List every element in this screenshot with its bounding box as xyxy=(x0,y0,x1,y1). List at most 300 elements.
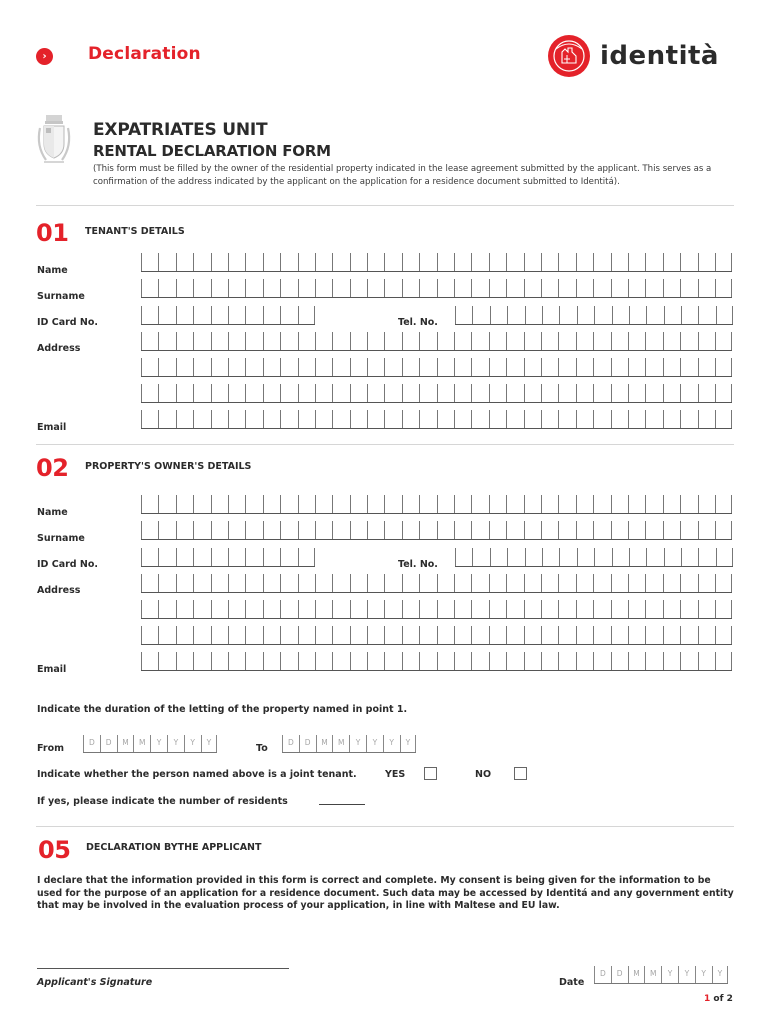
character-cell[interactable] xyxy=(245,600,262,618)
date-cell[interactable]: Y xyxy=(400,735,417,752)
owner-address-field-line-3[interactable] xyxy=(141,626,732,645)
character-cell[interactable] xyxy=(176,548,193,566)
character-cell[interactable] xyxy=(280,495,297,513)
character-cell[interactable] xyxy=(611,626,628,644)
character-cell[interactable] xyxy=(228,332,245,350)
character-cell[interactable] xyxy=(419,495,436,513)
character-cell[interactable] xyxy=(558,574,575,592)
character-cell[interactable] xyxy=(663,652,680,670)
character-cell[interactable] xyxy=(715,521,732,539)
character-cell[interactable] xyxy=(419,626,436,644)
date-cell[interactable]: M xyxy=(644,966,661,983)
character-cell[interactable] xyxy=(158,600,175,618)
character-cell[interactable] xyxy=(193,253,210,271)
signature-field[interactable] xyxy=(37,968,289,969)
character-cell[interactable] xyxy=(158,574,175,592)
character-cell[interactable] xyxy=(611,410,628,428)
character-cell[interactable] xyxy=(716,548,733,566)
character-cell[interactable] xyxy=(228,626,245,644)
character-cell[interactable] xyxy=(193,306,210,324)
character-cell[interactable] xyxy=(228,495,245,513)
character-cell[interactable] xyxy=(489,358,506,376)
date-cell[interactable]: D xyxy=(100,735,117,752)
character-cell[interactable] xyxy=(593,574,610,592)
character-cell[interactable] xyxy=(593,332,610,350)
character-cell[interactable] xyxy=(628,384,645,402)
character-cell[interactable] xyxy=(384,574,401,592)
character-cell[interactable] xyxy=(471,652,488,670)
character-cell[interactable] xyxy=(228,306,245,324)
character-cell[interactable] xyxy=(454,521,471,539)
character-cell[interactable] xyxy=(681,548,698,566)
character-cell[interactable] xyxy=(315,410,332,428)
character-cell[interactable] xyxy=(558,495,575,513)
character-cell[interactable] xyxy=(245,521,262,539)
character-cell[interactable] xyxy=(367,600,384,618)
character-cell[interactable] xyxy=(541,253,558,271)
character-cell[interactable] xyxy=(524,521,541,539)
character-cell[interactable] xyxy=(384,332,401,350)
character-cell[interactable] xyxy=(593,521,610,539)
tenant-id-card-field[interactable] xyxy=(141,306,315,325)
character-cell[interactable] xyxy=(141,600,158,618)
character-cell[interactable] xyxy=(350,626,367,644)
character-cell[interactable] xyxy=(193,495,210,513)
character-cell[interactable] xyxy=(419,384,436,402)
character-cell[interactable] xyxy=(489,410,506,428)
character-cell[interactable] xyxy=(471,495,488,513)
date-cell[interactable]: D xyxy=(83,735,100,752)
character-cell[interactable] xyxy=(611,384,628,402)
character-cell[interactable] xyxy=(263,600,280,618)
character-cell[interactable] xyxy=(402,574,419,592)
character-cell[interactable] xyxy=(141,521,158,539)
character-cell[interactable] xyxy=(350,521,367,539)
character-cell[interactable] xyxy=(471,574,488,592)
character-cell[interactable] xyxy=(612,548,629,566)
character-cell[interactable] xyxy=(524,279,541,297)
character-cell[interactable] xyxy=(228,548,245,566)
character-cell[interactable] xyxy=(263,652,280,670)
character-cell[interactable] xyxy=(471,358,488,376)
character-cell[interactable] xyxy=(350,279,367,297)
character-cell[interactable] xyxy=(715,358,732,376)
character-cell[interactable] xyxy=(541,600,558,618)
character-cell[interactable] xyxy=(176,521,193,539)
character-cell[interactable] xyxy=(419,652,436,670)
character-cell[interactable] xyxy=(454,574,471,592)
character-cell[interactable] xyxy=(576,626,593,644)
character-cell[interactable] xyxy=(524,384,541,402)
character-cell[interactable] xyxy=(645,521,662,539)
character-cell[interactable] xyxy=(593,253,610,271)
character-cell[interactable] xyxy=(402,626,419,644)
character-cell[interactable] xyxy=(211,384,228,402)
character-cell[interactable] xyxy=(663,521,680,539)
character-cell[interactable] xyxy=(680,358,697,376)
owner-tel-field[interactable] xyxy=(455,548,733,567)
date-cell[interactable]: M xyxy=(316,735,333,752)
character-cell[interactable] xyxy=(645,358,662,376)
character-cell[interactable] xyxy=(645,600,662,618)
signature-date-field[interactable] xyxy=(594,966,728,984)
character-cell[interactable] xyxy=(367,652,384,670)
character-cell[interactable] xyxy=(211,410,228,428)
date-cell[interactable]: M xyxy=(332,735,349,752)
character-cell[interactable] xyxy=(593,358,610,376)
character-cell[interactable] xyxy=(663,410,680,428)
character-cell[interactable] xyxy=(193,548,210,566)
character-cell[interactable] xyxy=(315,626,332,644)
character-cell[interactable] xyxy=(629,548,646,566)
owner-address-field-line-2[interactable] xyxy=(141,600,732,619)
character-cell[interactable] xyxy=(698,410,715,428)
character-cell[interactable] xyxy=(298,279,315,297)
character-cell[interactable] xyxy=(298,495,315,513)
character-cell[interactable] xyxy=(263,358,280,376)
character-cell[interactable] xyxy=(437,410,454,428)
tenant-surname-field[interactable] xyxy=(141,279,732,298)
character-cell[interactable] xyxy=(680,410,697,428)
character-cell[interactable] xyxy=(489,521,506,539)
character-cell[interactable] xyxy=(176,384,193,402)
character-cell[interactable] xyxy=(645,253,662,271)
date-cell[interactable]: M xyxy=(628,966,645,983)
character-cell[interactable] xyxy=(506,495,523,513)
character-cell[interactable] xyxy=(645,332,662,350)
character-cell[interactable] xyxy=(158,652,175,670)
character-cell[interactable] xyxy=(611,652,628,670)
character-cell[interactable] xyxy=(715,574,732,592)
character-cell[interactable] xyxy=(541,358,558,376)
character-cell[interactable] xyxy=(593,279,610,297)
character-cell[interactable] xyxy=(437,574,454,592)
character-cell[interactable] xyxy=(628,626,645,644)
character-cell[interactable] xyxy=(698,548,715,566)
owner-name-field[interactable] xyxy=(141,495,732,514)
character-cell[interactable] xyxy=(506,332,523,350)
character-cell[interactable] xyxy=(629,306,646,324)
character-cell[interactable] xyxy=(332,574,349,592)
date-cell[interactable]: Y xyxy=(661,966,678,983)
character-cell[interactable] xyxy=(680,384,697,402)
character-cell[interactable] xyxy=(245,574,262,592)
character-cell[interactable] xyxy=(680,495,697,513)
character-cell[interactable] xyxy=(263,574,280,592)
character-cell[interactable] xyxy=(263,521,280,539)
character-cell[interactable] xyxy=(402,332,419,350)
character-cell[interactable] xyxy=(193,600,210,618)
character-cell[interactable] xyxy=(698,600,715,618)
character-cell[interactable] xyxy=(211,332,228,350)
character-cell[interactable] xyxy=(384,279,401,297)
character-cell[interactable] xyxy=(315,521,332,539)
date-cell[interactable]: Y xyxy=(349,735,366,752)
character-cell[interactable] xyxy=(245,548,262,566)
character-cell[interactable] xyxy=(437,652,454,670)
character-cell[interactable] xyxy=(176,600,193,618)
character-cell[interactable] xyxy=(698,358,715,376)
tenant-address-field-line-1[interactable] xyxy=(141,332,732,351)
character-cell[interactable] xyxy=(715,279,732,297)
character-cell[interactable] xyxy=(245,253,262,271)
character-cell[interactable] xyxy=(506,410,523,428)
character-cell[interactable] xyxy=(402,495,419,513)
character-cell[interactable] xyxy=(680,652,697,670)
character-cell[interactable] xyxy=(437,521,454,539)
character-cell[interactable] xyxy=(681,306,698,324)
date-cell[interactable]: Y xyxy=(150,735,167,752)
character-cell[interactable] xyxy=(158,332,175,350)
character-cell[interactable] xyxy=(141,332,158,350)
character-cell[interactable] xyxy=(645,626,662,644)
character-cell[interactable] xyxy=(489,384,506,402)
character-cell[interactable] xyxy=(541,495,558,513)
character-cell[interactable] xyxy=(437,626,454,644)
character-cell[interactable] xyxy=(315,358,332,376)
character-cell[interactable] xyxy=(350,358,367,376)
character-cell[interactable] xyxy=(384,253,401,271)
character-cell[interactable] xyxy=(646,306,663,324)
character-cell[interactable] xyxy=(437,253,454,271)
character-cell[interactable] xyxy=(141,626,158,644)
character-cell[interactable] xyxy=(332,358,349,376)
character-cell[interactable] xyxy=(471,332,488,350)
character-cell[interactable] xyxy=(141,306,158,324)
character-cell[interactable] xyxy=(245,358,262,376)
character-cell[interactable] xyxy=(280,410,297,428)
character-cell[interactable] xyxy=(193,279,210,297)
character-cell[interactable] xyxy=(471,600,488,618)
character-cell[interactable] xyxy=(663,253,680,271)
character-cell[interactable] xyxy=(280,626,297,644)
character-cell[interactable] xyxy=(193,384,210,402)
character-cell[interactable] xyxy=(228,410,245,428)
character-cell[interactable] xyxy=(419,253,436,271)
character-cell[interactable] xyxy=(228,652,245,670)
character-cell[interactable] xyxy=(698,384,715,402)
character-cell[interactable] xyxy=(542,548,559,566)
character-cell[interactable] xyxy=(350,652,367,670)
character-cell[interactable] xyxy=(698,574,715,592)
character-cell[interactable] xyxy=(454,600,471,618)
character-cell[interactable] xyxy=(558,410,575,428)
character-cell[interactable] xyxy=(645,495,662,513)
character-cell[interactable] xyxy=(263,279,280,297)
character-cell[interactable] xyxy=(664,306,681,324)
character-cell[interactable] xyxy=(141,495,158,513)
character-cell[interactable] xyxy=(245,495,262,513)
character-cell[interactable] xyxy=(176,652,193,670)
character-cell[interactable] xyxy=(645,279,662,297)
character-cell[interactable] xyxy=(506,358,523,376)
character-cell[interactable] xyxy=(158,279,175,297)
joint-tenant-yes-checkbox[interactable] xyxy=(424,767,437,780)
date-cell[interactable]: Y xyxy=(695,966,712,983)
character-cell[interactable] xyxy=(298,358,315,376)
tenant-tel-field[interactable] xyxy=(455,306,733,325)
character-cell[interactable] xyxy=(576,495,593,513)
character-cell[interactable] xyxy=(593,600,610,618)
tenant-address-field-line-2[interactable] xyxy=(141,358,732,377)
character-cell[interactable] xyxy=(437,495,454,513)
character-cell[interactable] xyxy=(211,626,228,644)
character-cell[interactable] xyxy=(663,600,680,618)
character-cell[interactable] xyxy=(559,306,576,324)
character-cell[interactable] xyxy=(280,384,297,402)
character-cell[interactable] xyxy=(541,279,558,297)
character-cell[interactable] xyxy=(454,384,471,402)
character-cell[interactable] xyxy=(524,600,541,618)
character-cell[interactable] xyxy=(350,332,367,350)
character-cell[interactable] xyxy=(367,332,384,350)
character-cell[interactable] xyxy=(490,548,507,566)
character-cell[interactable] xyxy=(541,652,558,670)
character-cell[interactable] xyxy=(611,495,628,513)
character-cell[interactable] xyxy=(558,253,575,271)
character-cell[interactable] xyxy=(472,548,489,566)
character-cell[interactable] xyxy=(576,574,593,592)
character-cell[interactable] xyxy=(158,626,175,644)
character-cell[interactable] xyxy=(489,279,506,297)
tenant-address-field-line-3[interactable] xyxy=(141,384,732,403)
character-cell[interactable] xyxy=(211,279,228,297)
character-cell[interactable] xyxy=(507,306,524,324)
character-cell[interactable] xyxy=(611,253,628,271)
character-cell[interactable] xyxy=(176,626,193,644)
character-cell[interactable] xyxy=(524,626,541,644)
character-cell[interactable] xyxy=(158,384,175,402)
character-cell[interactable] xyxy=(228,600,245,618)
character-cell[interactable] xyxy=(437,358,454,376)
character-cell[interactable] xyxy=(141,410,158,428)
character-cell[interactable] xyxy=(698,306,715,324)
character-cell[interactable] xyxy=(228,279,245,297)
character-cell[interactable] xyxy=(628,253,645,271)
character-cell[interactable] xyxy=(472,306,489,324)
character-cell[interactable] xyxy=(193,626,210,644)
character-cell[interactable] xyxy=(384,652,401,670)
character-cell[interactable] xyxy=(558,358,575,376)
character-cell[interactable] xyxy=(576,332,593,350)
character-cell[interactable] xyxy=(576,384,593,402)
character-cell[interactable] xyxy=(558,600,575,618)
character-cell[interactable] xyxy=(280,652,297,670)
character-cell[interactable] xyxy=(228,574,245,592)
character-cell[interactable] xyxy=(367,626,384,644)
character-cell[interactable] xyxy=(315,652,332,670)
character-cell[interactable] xyxy=(228,384,245,402)
character-cell[interactable] xyxy=(698,521,715,539)
character-cell[interactable] xyxy=(507,548,524,566)
residents-count-field[interactable] xyxy=(319,804,365,805)
character-cell[interactable] xyxy=(419,600,436,618)
character-cell[interactable] xyxy=(332,495,349,513)
character-cell[interactable] xyxy=(454,495,471,513)
character-cell[interactable] xyxy=(384,495,401,513)
character-cell[interactable] xyxy=(211,253,228,271)
character-cell[interactable] xyxy=(211,521,228,539)
character-cell[interactable] xyxy=(367,495,384,513)
character-cell[interactable] xyxy=(402,358,419,376)
tenant-email-field[interactable] xyxy=(141,410,732,429)
character-cell[interactable] xyxy=(715,600,732,618)
character-cell[interactable] xyxy=(263,384,280,402)
character-cell[interactable] xyxy=(577,306,594,324)
character-cell[interactable] xyxy=(280,253,297,271)
character-cell[interactable] xyxy=(193,410,210,428)
character-cell[interactable] xyxy=(454,626,471,644)
character-cell[interactable] xyxy=(524,495,541,513)
character-cell[interactable] xyxy=(715,332,732,350)
character-cell[interactable] xyxy=(245,332,262,350)
character-cell[interactable] xyxy=(280,600,297,618)
character-cell[interactable] xyxy=(211,574,228,592)
character-cell[interactable] xyxy=(228,253,245,271)
owner-id-card-field[interactable] xyxy=(141,548,315,567)
character-cell[interactable] xyxy=(645,410,662,428)
character-cell[interactable] xyxy=(698,626,715,644)
character-cell[interactable] xyxy=(437,600,454,618)
character-cell[interactable] xyxy=(141,652,158,670)
character-cell[interactable] xyxy=(141,253,158,271)
character-cell[interactable] xyxy=(628,279,645,297)
character-cell[interactable] xyxy=(315,574,332,592)
character-cell[interactable] xyxy=(263,495,280,513)
character-cell[interactable] xyxy=(664,548,681,566)
date-cell[interactable]: Y xyxy=(366,735,383,752)
character-cell[interactable] xyxy=(384,626,401,644)
character-cell[interactable] xyxy=(280,279,297,297)
character-cell[interactable] xyxy=(141,358,158,376)
character-cell[interactable] xyxy=(698,652,715,670)
character-cell[interactable] xyxy=(489,495,506,513)
character-cell[interactable] xyxy=(541,410,558,428)
date-cell[interactable]: M xyxy=(117,735,134,752)
character-cell[interactable] xyxy=(176,253,193,271)
character-cell[interactable] xyxy=(402,253,419,271)
character-cell[interactable] xyxy=(594,306,611,324)
character-cell[interactable] xyxy=(680,279,697,297)
character-cell[interactable] xyxy=(280,306,297,324)
character-cell[interactable] xyxy=(506,652,523,670)
character-cell[interactable] xyxy=(541,332,558,350)
character-cell[interactable] xyxy=(402,384,419,402)
character-cell[interactable] xyxy=(298,332,315,350)
character-cell[interactable] xyxy=(593,626,610,644)
character-cell[interactable] xyxy=(576,600,593,618)
character-cell[interactable] xyxy=(576,521,593,539)
character-cell[interactable] xyxy=(350,384,367,402)
character-cell[interactable] xyxy=(193,358,210,376)
character-cell[interactable] xyxy=(263,626,280,644)
date-cell[interactable]: D xyxy=(282,735,299,752)
date-cell[interactable]: Y xyxy=(383,735,400,752)
character-cell[interactable] xyxy=(280,548,297,566)
character-cell[interactable] xyxy=(419,574,436,592)
character-cell[interactable] xyxy=(558,652,575,670)
character-cell[interactable] xyxy=(298,548,315,566)
character-cell[interactable] xyxy=(332,600,349,618)
character-cell[interactable] xyxy=(489,626,506,644)
character-cell[interactable] xyxy=(471,279,488,297)
character-cell[interactable] xyxy=(298,574,315,592)
character-cell[interactable] xyxy=(367,410,384,428)
owner-email-field[interactable] xyxy=(141,652,732,671)
character-cell[interactable] xyxy=(332,652,349,670)
character-cell[interactable] xyxy=(141,279,158,297)
character-cell[interactable] xyxy=(715,384,732,402)
